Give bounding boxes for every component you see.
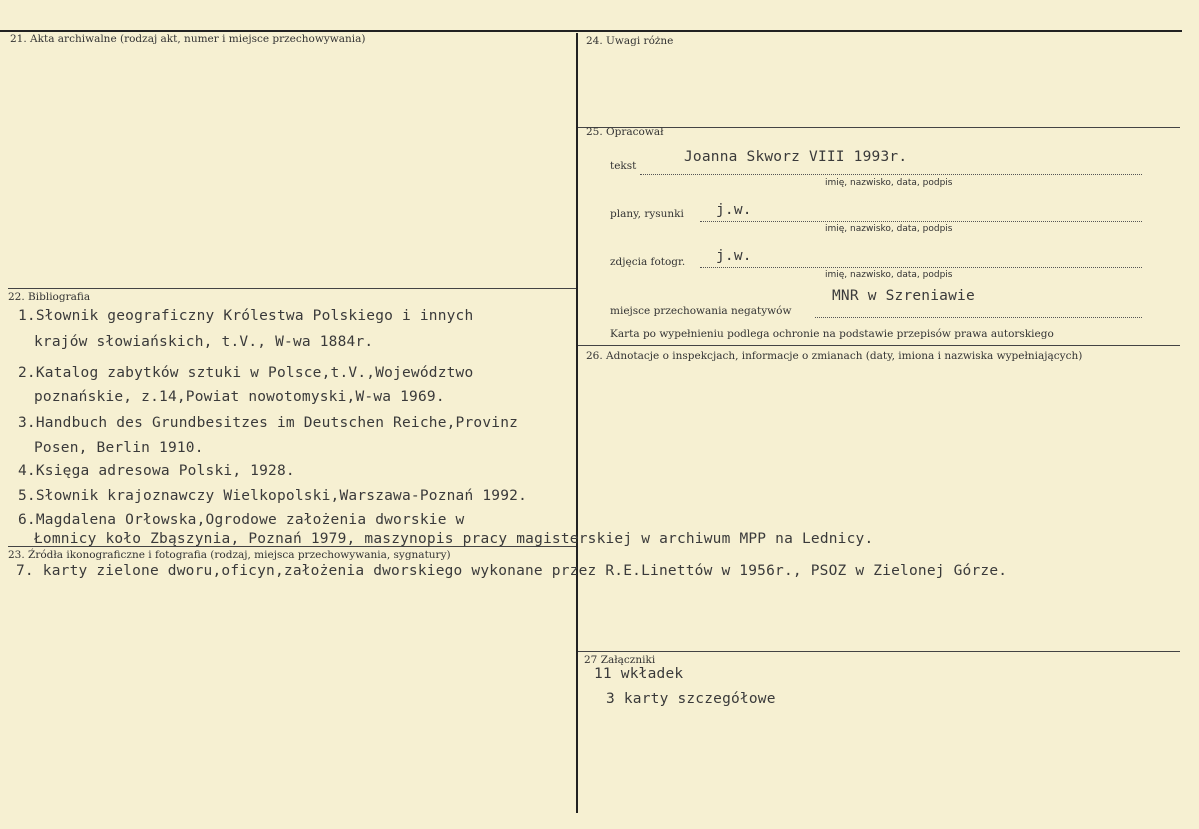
divider-25 [578,127,1180,128]
copyright-note: Karta po wypełnieniu podlega ochronie na podstawie przepisów prawa autorskiego [610,328,1054,340]
divider-22 [8,288,576,289]
plany-dotted-line [700,221,1142,222]
bibliography-line: 5.Słownik krajoznawczy Wielkopolski,Warszawa-Poznań 1992. [18,488,527,504]
negatywy-label: miejsce przechowania negatywów [610,305,792,317]
zdjecia-dotted-line [700,267,1142,268]
section-26-label: 26. Adnotacje o inspekcjach, informacje o zmianach (daty, imiona i nazwiska wypełniających) [586,350,1083,362]
iconography-text: 7. karty zielone dworu,oficyn,założenia dworskiego wykonane przez R.E.Linettów w 1956r., PSOZ w Zielonej Górze. [16,563,1008,579]
attachments-line: 11 wkładek [594,666,684,682]
tekst-caption: imię, nazwisko, data, podpis [825,178,953,188]
attachments-line: 3 karty szczegółowe [606,691,776,707]
negatywy-dotted-line [815,317,1142,318]
bibliography-line: 4.Księga adresowa Polski, 1928. [18,463,295,479]
section-21-label: 21. Akta archiwalne (rodzaj akt, numer i miejsce przechowywania) [10,33,366,45]
bibliography-line: 2.Katalog zabytków sztuki w Polsce,t.V.,Województwo [18,365,474,381]
section-27-label: 27 Załączniki [584,654,656,666]
tekst-value: Joanna Skworz VIII 1993r. [684,149,908,165]
bibliography-line: 3.Handbuch des Grundbesitzes im Deutschen Reiche,Provinz [18,415,519,431]
bibliography-line: krajów słowiańskich, t.V., W-wa 1884r. [34,334,374,350]
tekst-label: tekst [610,160,637,172]
section-25-label: 25. Opracował [586,126,664,138]
negatywy-value: MNR w Szreniawie [832,288,975,304]
tekst-dotted-line [640,174,1142,175]
plany-value: j.w. [716,202,752,218]
top-border [0,30,1182,32]
plany-caption: imię, nazwisko, data, podpis [825,224,953,234]
bibliography-line: 6.Magdalena Orłowska,Ogrodowe założenia dworskie w [18,512,465,528]
zdjecia-value: j.w. [716,248,752,264]
zdjecia-label: zdjęcia fotogr. [610,256,686,268]
center-divider [576,33,578,813]
divider-26 [578,345,1180,346]
plany-label: plany, rysunki [610,208,684,220]
section-23-label: 23. Źródła ikonograficzne i fotografia (rodzaj, miejsca przechowywania, sygnatury) [8,549,451,561]
bibliography-line: 1.Słownik geograficzny Królestwa Polskiego i innych [18,308,474,324]
zdjecia-caption: imię, nazwisko, data, podpis [825,270,953,280]
bibliography-line: Posen, Berlin 1910. [34,440,204,456]
section-22-label: 22. Bibliografia [8,291,91,303]
bibliography-line: poznańskie, z.14,Powiat nowotomyski,W-wa 1969. [34,389,445,405]
section-24-label: 24. Uwagi różne [586,35,674,47]
bibliography-line: Łomnicy koło Zbąszynia, Poznań 1979, maszynopis pracy magisterskiej w archiwum MPP na Lednicy. [34,531,874,547]
divider-27 [578,651,1180,652]
